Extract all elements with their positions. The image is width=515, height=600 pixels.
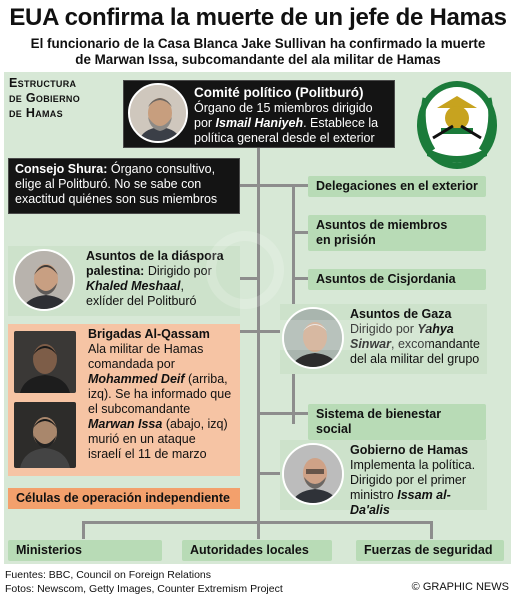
meshaal-photo — [13, 249, 75, 311]
diaspora-line-3: Khaled Meshaal, — [86, 279, 184, 293]
page-title: EUA confirma la muerte de un jefe de Hamas — [9, 4, 507, 31]
page-subtitle — [8, 36, 508, 68]
subtitle-line-1: El funcionario de la Casa Blanca Jake Sullivan ha confirmado la muerte — [30, 36, 486, 51]
structure-label-line-1: Estructura — [9, 76, 77, 90]
shura-title: Consejo Shura: — [15, 162, 108, 176]
politburo-text-1: Órgano de 15 miembros dirigido — [194, 101, 373, 115]
diaspora-leader: Khaled Meshaal — [86, 279, 181, 293]
qassam-line-6: Marwan Issa (abajo, izq) — [88, 417, 228, 431]
prison-affairs-line-2: en prisión — [316, 233, 376, 247]
qassam-leader-2: Marwan Issa — [88, 417, 163, 431]
photos-footer: Fotos: Newscom, Getty Images, Counter Extremism Project — [5, 583, 283, 595]
diaspora-line-4: exlíder del Politburó — [86, 294, 197, 308]
politburo-text-3: política general desde el exterior — [194, 131, 375, 145]
foreign-delegations-item: Delegaciones en el exterior — [308, 176, 486, 197]
politburo-text-2: por Ismail Haniyeh. Establece la — [194, 116, 379, 130]
al-daalis-photo — [282, 443, 344, 505]
connector-to-welfare — [258, 412, 308, 415]
sources-footer: Fuentes: BBC, Council on Foreign Relations — [5, 569, 212, 581]
politburo-leader: Ismail Haniyeh — [215, 116, 304, 130]
diaspora-line-2: palestina: Dirigido por — [86, 264, 212, 278]
government-title: Gobierno de Hamas — [350, 443, 469, 457]
gaza-line-3: Sinwar, excomandante — [350, 337, 480, 351]
government-line-2: Implementa la política. — [350, 458, 476, 472]
independent-cells-item: Células de operación independiente — [8, 488, 240, 509]
local-authorities-item: Autoridades locales — [182, 540, 332, 561]
qassam-line-3: Mohammed Deif (arriba, — [88, 372, 228, 386]
qassam-line-8: israelí el 11 de marzo — [88, 447, 207, 461]
connector-to-diaspora — [240, 277, 260, 280]
shura-line-3: exactitud quiénes son sus miembros — [15, 192, 218, 206]
qassam-line-7: murió en un ataque — [88, 432, 196, 446]
connector-bottom-center — [257, 521, 260, 539]
politburo-title: Comité político (Politburó) — [194, 85, 364, 100]
structure-label — [9, 76, 119, 121]
gaza-leader: Yahya — [417, 322, 454, 336]
ministries-item: Ministerios — [8, 540, 162, 561]
haniyeh-photo — [128, 83, 188, 143]
shura-line-2: elige al Politburó. No se sabe con — [15, 177, 202, 191]
connector-bottom-right — [430, 521, 433, 539]
graphic-news-credit: © GRAPHIC NEWS — [411, 581, 509, 593]
connector-to-gaza — [258, 330, 280, 333]
gaza-title: Asuntos de Gaza — [350, 307, 452, 321]
government-leader: Issam al-Da'alis — [350, 488, 451, 517]
connector-to-prison — [292, 231, 308, 234]
connector-to-right — [258, 184, 308, 187]
diaspora-title-2: palestina: — [86, 264, 145, 278]
structure-label-line-2: de Gobierno — [9, 91, 81, 105]
diaspora-title-1: Asuntos de la diáspora — [86, 249, 224, 263]
government-line-4: ministro Issam al-Da'alis — [350, 488, 451, 517]
structure-label-line-3: de Hamas — [9, 106, 63, 120]
sinwar-photo — [282, 307, 344, 369]
gaza-leader-2: Sinwar — [350, 337, 391, 351]
security-forces-item: Fuerzas de seguridad — [356, 540, 504, 561]
gaza-line-4: del ala militar del grupo — [350, 352, 480, 366]
qassam-leader-1: Mohammed Deif — [88, 372, 185, 386]
connector-to-qassam — [240, 330, 260, 333]
shura-line-1: Consejo Shura: Órgano consultivo, — [15, 162, 216, 176]
welfare-system-item: Sistema de bienestar social — [308, 404, 486, 440]
gaza-line-2: Dirigido por Yahya — [350, 322, 454, 336]
qassam-line-2: comandada por — [88, 357, 175, 371]
subtitle-line-2: de Marwan Issa, subcomandante del ala militar de Hamas — [75, 52, 441, 67]
qassam-line-5: el subcomandante — [88, 402, 191, 416]
qassam-title: Brigadas Al-Qassam — [88, 327, 210, 341]
connector-bottom-left — [82, 521, 85, 539]
connector-to-government — [258, 472, 280, 475]
hamas-emblem — [413, 78, 501, 172]
prison-affairs-line-1: Asuntos de miembros — [316, 218, 448, 232]
prison-affairs-item — [308, 215, 486, 251]
qassam-line-4: izq). Se ha informado que — [88, 387, 232, 401]
government-line-3: Dirigido por el primer — [350, 473, 467, 487]
deif-photo — [14, 331, 76, 393]
connector-to-westbank — [292, 277, 308, 280]
issa-photo — [14, 402, 76, 468]
west-bank-affairs-item: Asuntos de Cisjordania — [308, 269, 486, 290]
shura-box — [8, 158, 240, 214]
qassam-line-1: Ala militar de Hamas — [88, 342, 204, 356]
